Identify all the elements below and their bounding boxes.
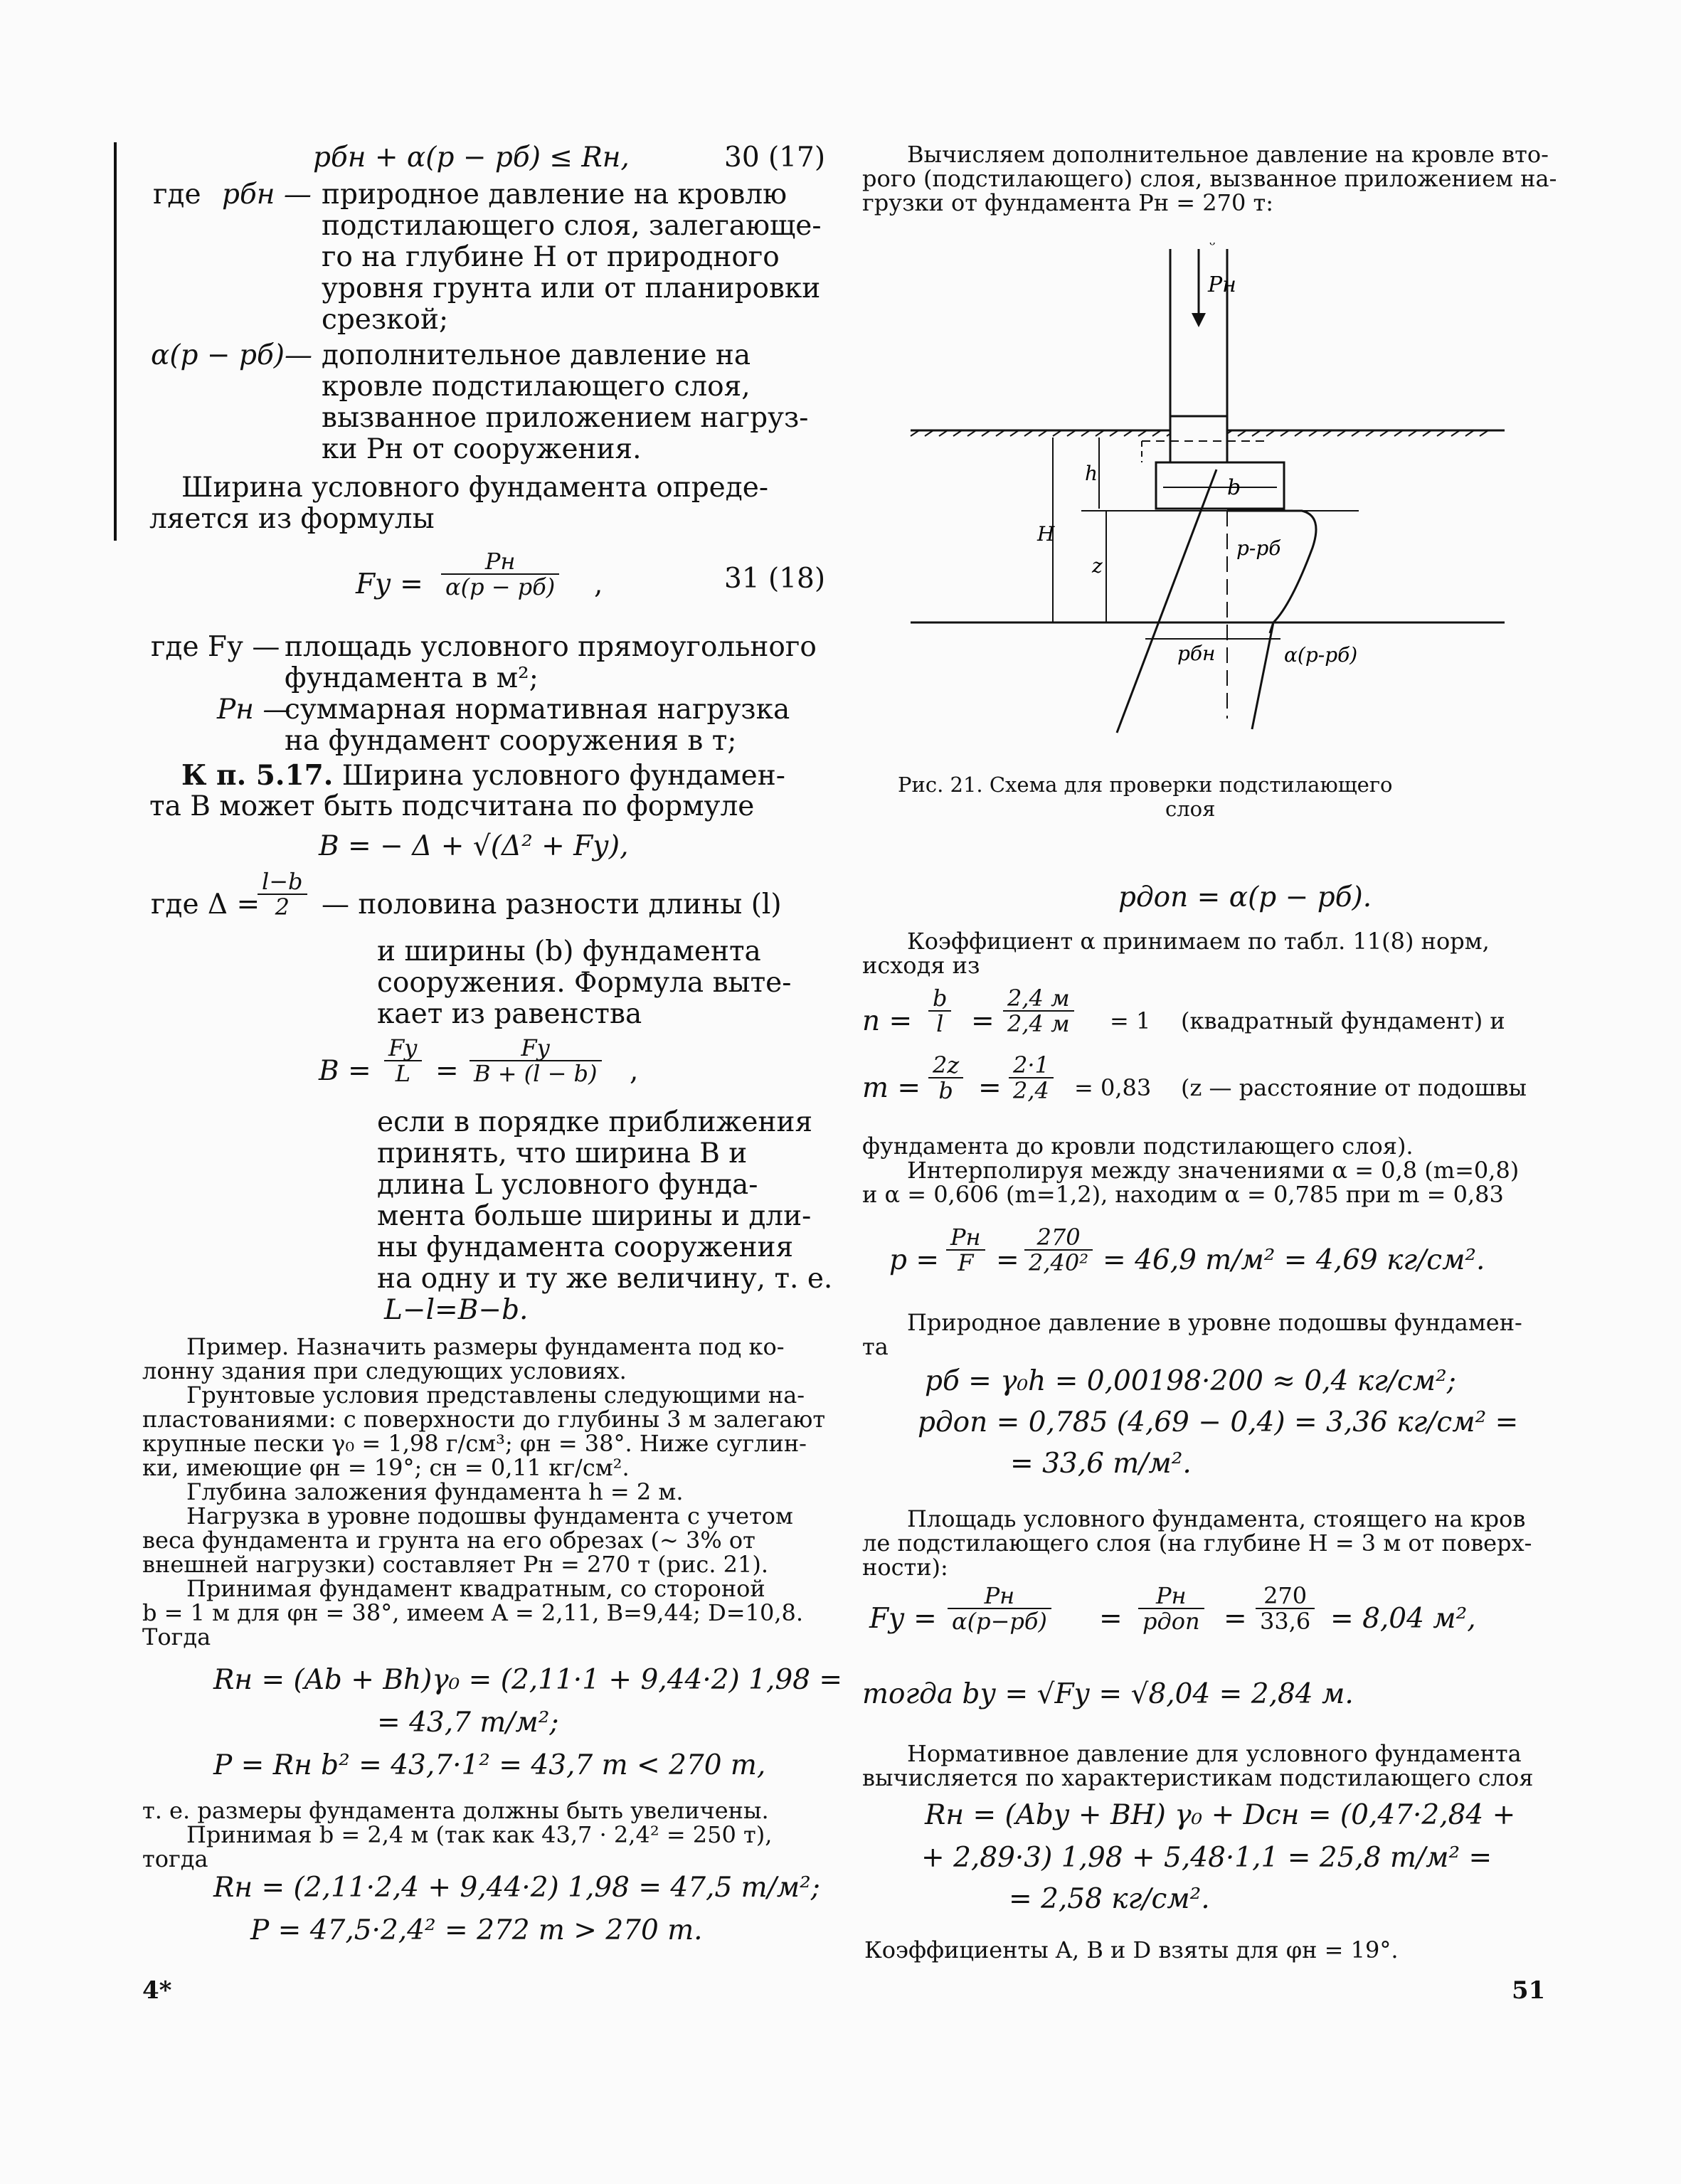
k517-heading: К п. 5.17. bbox=[181, 759, 334, 792]
example-line: Нагрузка в уровне подошвы фундамента с учетом bbox=[186, 1502, 793, 1530]
fy-eq-d3: 33,6 bbox=[1260, 1608, 1311, 1635]
delta-tail: — половина разности длины (l) bbox=[322, 889, 782, 921]
label-alpha: α(p-pб) bbox=[1284, 643, 1358, 667]
fy-eq-fraction2 bbox=[1138, 1584, 1204, 1633]
eq30-number: 30 (17) bbox=[724, 142, 826, 174]
area-line: ности): bbox=[862, 1554, 948, 1581]
m-eq-result: = 0,83 bbox=[1074, 1074, 1152, 1101]
example-line: Тогда bbox=[142, 1623, 211, 1650]
delta-den: 2 bbox=[275, 894, 290, 921]
m-eq-eq: = bbox=[978, 1072, 1002, 1104]
normative-line: Нормативное давление для условного фундамента bbox=[907, 1740, 1522, 1767]
example-line: пластованиями: с поверхности до глубины 3 м залегают bbox=[142, 1406, 826, 1433]
fy-eq-n2: Pн bbox=[1138, 1584, 1204, 1609]
n-eq-d1: l bbox=[936, 1010, 944, 1037]
example-line: лонну здания при следующих условиях. bbox=[142, 1357, 627, 1384]
m-eq-fraction1 bbox=[928, 1053, 963, 1103]
eqB2-fraction2 bbox=[470, 1036, 602, 1086]
fy-eq-fraction1 bbox=[948, 1584, 1051, 1633]
calc1-line: P = Rн b² = 43,7·1² = 43,7 т < 270 т, bbox=[213, 1749, 766, 1781]
coef-line: Коэффициент α принимаем по табл. 11(8) норм, bbox=[907, 928, 1490, 955]
eqB2-n2: Fу bbox=[470, 1036, 602, 1061]
label-z: z bbox=[1092, 554, 1103, 578]
natural-line: та bbox=[862, 1333, 889, 1360]
m-eq-note: (z — расстояние от подошвы bbox=[1181, 1074, 1527, 1101]
approx-line: если в порядке приближения bbox=[377, 1106, 813, 1138]
eq30-formula: pбн + α(p − pб) ≤ Rн, bbox=[313, 142, 630, 174]
pressure-curve bbox=[1227, 511, 1316, 633]
footer-mark: 4* bbox=[142, 1976, 172, 2005]
figure-caption: слоя bbox=[1165, 797, 1216, 821]
where4-line: суммарная нормативная нагрузка bbox=[285, 694, 790, 726]
interp-line: Интерполируя между значениями α = 0,8 (m=0,8) bbox=[907, 1157, 1520, 1184]
delta-cont: и ширины (b) фундамента bbox=[377, 935, 761, 968]
where3-lead: где Fу — bbox=[151, 631, 280, 663]
eq31-den: α(p − pб) bbox=[445, 573, 556, 600]
eqB2-tail: , bbox=[630, 1055, 639, 1087]
label-b: b bbox=[1227, 475, 1241, 500]
m-eq-fraction2 bbox=[1009, 1053, 1054, 1103]
eq31-number: 31 (18) bbox=[724, 563, 826, 595]
where1-line: подстилающего слоя, залегающе- bbox=[322, 210, 822, 242]
fy-eq-fraction3 bbox=[1256, 1584, 1315, 1633]
note-line: т. е. размеры фундамента должны быть увеличены. bbox=[142, 1797, 769, 1824]
eq31-num: Pн bbox=[441, 549, 559, 575]
k517-paragraph bbox=[181, 760, 785, 792]
m-tail: фундамента до кровли подстилающего слоя). bbox=[862, 1133, 1414, 1160]
n-eq-n2: 2,4 м bbox=[1003, 986, 1074, 1012]
n-eq-result: = 1 bbox=[1110, 1007, 1151, 1034]
calc3-line: pдоп = 0,785 (4,69 − 0,4) = 3,36 кг/см² = bbox=[918, 1406, 1519, 1438]
approx-line: ны фундамента сооружения bbox=[377, 1231, 794, 1263]
where1-line: срезкой; bbox=[322, 304, 449, 336]
n-eq-fraction2 bbox=[1003, 986, 1074, 1036]
note-line: тогда bbox=[142, 1845, 208, 1872]
label-tick: ᵕ bbox=[1209, 237, 1216, 255]
page-number: 51 bbox=[1512, 1976, 1546, 2005]
intro-line: Вычисляем дополнительное давление на кровле вто- bbox=[907, 141, 1549, 168]
figure-caption: Рис. 21. Схема для проверки подстилающего bbox=[898, 773, 1393, 797]
where1-lead: где bbox=[153, 179, 201, 211]
where2-line: дополнительное давление на bbox=[322, 339, 751, 371]
eqB2-eq: = bbox=[435, 1055, 459, 1087]
fy-eq-result: = 8,04 м², bbox=[1330, 1603, 1476, 1635]
k517-line: та B может быть подсчитана по формуле bbox=[149, 790, 755, 822]
label-H: H bbox=[1037, 522, 1055, 546]
delta-fraction bbox=[258, 869, 307, 919]
example-line: Принимая фундамент квадратным, со стороной bbox=[186, 1575, 765, 1602]
by-eq: тогда bу = √Fу = √8,04 = 2,84 м. bbox=[862, 1678, 1354, 1710]
fy-eq-d2: pдоп bbox=[1142, 1608, 1200, 1635]
pdop-formula: pдоп = α(p − pб). bbox=[1118, 881, 1372, 913]
label-pbn: pбн bbox=[1177, 642, 1216, 665]
example-line: ки, имеющие φн = 19°; cн = 0,11 кг/см². bbox=[142, 1454, 630, 1481]
label-h: h bbox=[1085, 462, 1098, 485]
where1-line: го на глубине H от природного bbox=[322, 241, 780, 273]
eqB2-fraction1 bbox=[384, 1036, 422, 1086]
fy-eq-lhs: Fу = bbox=[869, 1603, 937, 1635]
calc2-line: Rн = (2,11·2,4 + 9,44·2) 1,98 = 47,5 т/м²; bbox=[213, 1872, 820, 1904]
area-line: ле подстилающего слоя (на глубине H = 3 м от поверх- bbox=[862, 1530, 1532, 1557]
n-eq-fraction1 bbox=[928, 986, 951, 1036]
approx-line: принять, что ширина B и bbox=[377, 1138, 748, 1170]
where1-line: природное давление на кровлю bbox=[322, 179, 788, 211]
calc2-line: P = 47,5·2,4² = 272 т > 270 т. bbox=[250, 1914, 703, 1946]
intro-line: рого (подстилающего) слоя, вызванное приложением на- bbox=[862, 165, 1557, 192]
fy-eq-n1: Pн bbox=[948, 1584, 1051, 1609]
natural-line: Природное давление в уровне подошвы фундамен- bbox=[907, 1309, 1522, 1336]
eqB2-lhs: B = bbox=[319, 1055, 371, 1087]
load-arrowhead bbox=[1192, 313, 1206, 327]
p-eq-eq: = bbox=[996, 1244, 1019, 1276]
m-eq-d1: b bbox=[938, 1077, 953, 1104]
approx-line: мента больше ширины и дли- bbox=[377, 1200, 812, 1232]
p-eq-fraction2 bbox=[1024, 1225, 1093, 1275]
k517-line: Ширина условного фундамен- bbox=[333, 760, 785, 792]
example-line: Пример. Назначить размеры фундамента под ко- bbox=[186, 1333, 785, 1360]
example-line: крупные пески γ₀ = 1,98 г/см³; φн = 38°. Ниже суглин- bbox=[142, 1430, 807, 1457]
eqB: B = − Δ + √(Δ² + Fу), bbox=[319, 830, 629, 862]
delta-num: l−b bbox=[258, 869, 307, 895]
n-eq-note: (квадратный фундамент) и bbox=[1181, 1007, 1505, 1034]
fy-eq-eq2: = bbox=[1224, 1603, 1247, 1635]
final-note: Коэффициенты A, B и D взяты для φн = 19°. bbox=[864, 1936, 1399, 1963]
example-line: Глубина заложения фундамента h = 2 м. bbox=[186, 1478, 684, 1505]
coef-line: исходя из bbox=[862, 952, 980, 979]
p-eq-n1: Pн bbox=[946, 1225, 985, 1251]
fy-eq-d1: α(p−pб) bbox=[952, 1608, 1047, 1635]
delta-cont: сооружения. Формула выте- bbox=[377, 967, 792, 999]
eq31-tail: , bbox=[594, 568, 603, 600]
note-line: Принимая b = 2,4 м (так как 43,7 · 2,4² = 250 т), bbox=[186, 1821, 773, 1848]
example-line: Грунтовые условия представлены следующими на- bbox=[186, 1382, 805, 1409]
where1-symbol: pбн — bbox=[222, 179, 312, 211]
footing bbox=[1156, 462, 1284, 509]
intro-line: грузки от фундамента Pн = 270 т: bbox=[862, 189, 1274, 216]
fy-eq-n3: 270 bbox=[1256, 1584, 1315, 1609]
where3-line: фундамента в м²; bbox=[285, 662, 539, 694]
normative-line: вычисляется по характеристикам подстилающего слоя bbox=[862, 1764, 1534, 1791]
p-eq-result: = 46,9 т/м² = 4,69 кг/см². bbox=[1103, 1244, 1485, 1276]
interp-line: и α = 0,606 (m=1,2), находим α = 0,785 при m = 0,83 bbox=[862, 1181, 1504, 1208]
para-width: Ширина условного фундамента опреде- bbox=[181, 472, 769, 504]
example-line: внешней нагрузки) составляет Pн = 270 т (рис. 21). bbox=[142, 1551, 769, 1578]
area-line: Площадь условного фундамента, стоящего на кров bbox=[907, 1505, 1526, 1532]
p-eq-n2: 270 bbox=[1024, 1225, 1093, 1251]
approx-line: на одну и ту же величину, т. е. bbox=[377, 1263, 833, 1295]
eqB2-d2: B + (l − b) bbox=[474, 1060, 598, 1087]
example-line: веса фундамента и грунта на его обрезах (~ 3% от bbox=[142, 1527, 755, 1554]
calc4-line: + 2,89·3) 1,98 + 5,48·1,1 = 25,8 т/м² = bbox=[921, 1842, 1492, 1874]
example-line: b = 1 м для φн = 38°, имеем A = 2,11, B=9,44; D=10,8. bbox=[142, 1599, 804, 1626]
figure-21 bbox=[903, 235, 1515, 747]
n-eq-n1: b bbox=[928, 986, 951, 1012]
label-ppb: p-pб bbox=[1236, 536, 1281, 560]
where2-symbol: α(p − pб)— bbox=[151, 339, 312, 371]
where3-line: площадь условного прямоугольного bbox=[285, 631, 817, 663]
p-eq-d2: 2,40² bbox=[1029, 1249, 1089, 1276]
p-eq-d1: F bbox=[958, 1249, 974, 1276]
calc4-line: Rн = (Abу + BH) γ₀ + Dcн = (0,47·2,84 + bbox=[925, 1799, 1516, 1831]
calc1-line: Rн = (Ab + Bh)γ₀ = (2,11·1 + 9,44·2) 1,98 = bbox=[213, 1664, 843, 1696]
calc3-line: pб = γ₀h = 0,00198·200 ≈ 0,4 кг/см²; bbox=[925, 1365, 1456, 1397]
where2-line: вызванное приложением нагруз- bbox=[322, 402, 809, 434]
calc4-line: = 2,58 кг/см². bbox=[1009, 1883, 1210, 1915]
label-pn: Pн bbox=[1208, 272, 1236, 297]
where2-line: кровле подстилающего слоя, bbox=[322, 371, 751, 403]
p-eq-lhs: p = bbox=[889, 1244, 940, 1276]
n-eq-eq: = bbox=[971, 1005, 995, 1037]
where4-symbol: Pн — bbox=[217, 694, 291, 726]
where2-line: ки Pн от сооружения. bbox=[322, 433, 642, 465]
calc1-line: = 43,7 т/м²; bbox=[377, 1707, 559, 1739]
n-eq-lhs: n = bbox=[862, 1005, 913, 1037]
eqB2-d1: L bbox=[395, 1060, 410, 1087]
m-eq-n2: 2·1 bbox=[1009, 1053, 1054, 1078]
eqB2-n1: Fу bbox=[384, 1036, 422, 1061]
margin-bar bbox=[114, 142, 117, 541]
para-width: ляется из формулы bbox=[149, 503, 435, 535]
m-eq-d2: 2,4 bbox=[1013, 1077, 1049, 1104]
delta-cont: кает из равенства bbox=[377, 998, 642, 1030]
n-eq-d2: 2,4 м bbox=[1007, 1010, 1070, 1037]
where1-line: уровня грунта или от планировки bbox=[322, 272, 821, 304]
fy-eq-eq: = bbox=[1099, 1603, 1123, 1635]
p-eq-fraction1 bbox=[946, 1225, 985, 1275]
column bbox=[1170, 416, 1227, 462]
calc3-line: = 33,6 т/м². bbox=[1010, 1448, 1192, 1480]
eq31-lhs: Fу = bbox=[356, 568, 423, 600]
m-eq-n1: 2z bbox=[928, 1053, 963, 1078]
delta-lead: где Δ = bbox=[151, 889, 260, 921]
approx-line: длина L условного фунда- bbox=[377, 1169, 758, 1201]
m-eq-lhs: m = bbox=[862, 1072, 921, 1104]
eq31-fraction bbox=[441, 549, 559, 599]
approx-line: L−l=B−b. bbox=[384, 1294, 529, 1326]
where4-line: на фундамент сооружения в т; bbox=[285, 725, 737, 757]
